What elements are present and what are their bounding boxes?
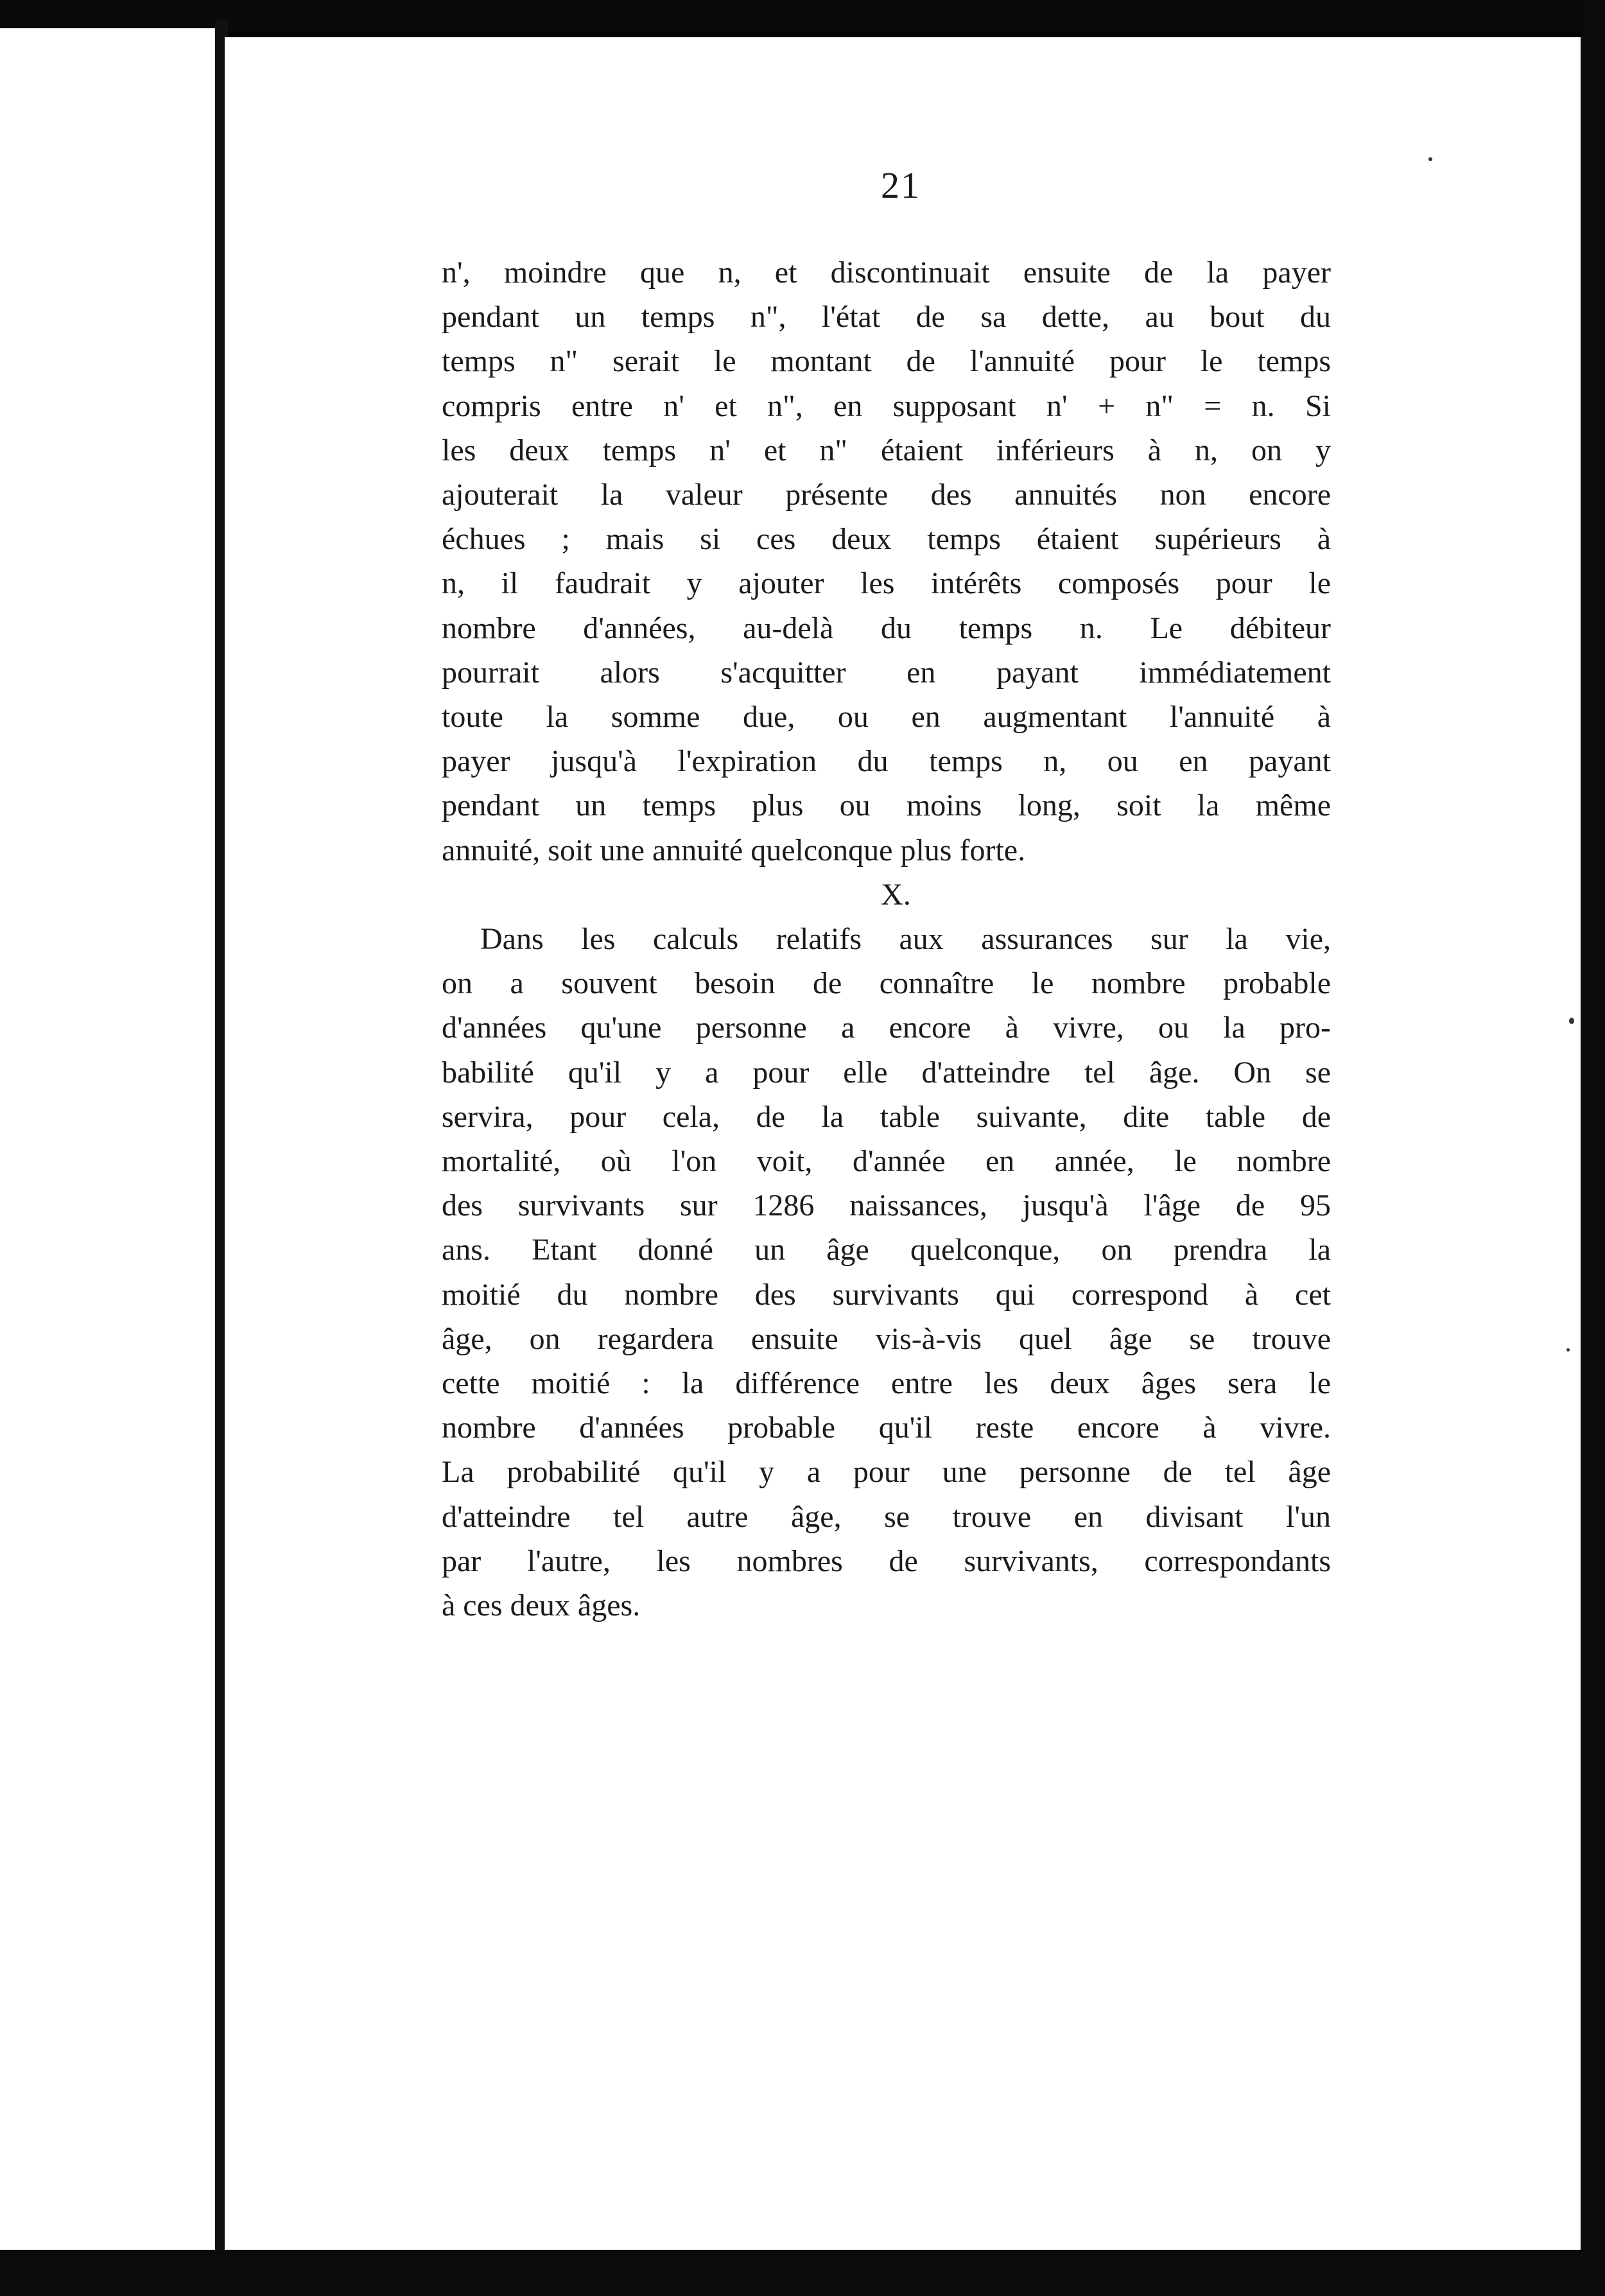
text-line: on a souvent besoin de connaître le nombre probable [442, 966, 1331, 1001]
text-line: ans. Etant donné un âge quelconque, on prendra la [442, 1233, 1331, 1267]
text-line: d'années qu'une personne a encore à vivre, ou la pro- [442, 1011, 1331, 1045]
text-line: moitié du nombre des survivants qui correspond à cet [442, 1277, 1331, 1312]
scan-speck [1566, 1348, 1570, 1352]
text-line: servira, pour cela, de la table suivante, dite table de [442, 1099, 1331, 1134]
text-line: toute la somme due, ou en augmentant l'annuité à [442, 700, 1331, 735]
text-line: babilité qu'il y a pour elle d'atteindre tel âge. On se [442, 1055, 1331, 1090]
text-line: temps n" serait le montant de l'annuité pour le temps [442, 344, 1331, 379]
text-line: n', moindre que n, et discontinuait ensuite de la payer [442, 256, 1331, 290]
scan-bottom-border [0, 2250, 1605, 2296]
text-line: annuité, soit une annuité quelconque plus forte. [442, 833, 1026, 867]
facing-page-edge [0, 28, 215, 2250]
text-line: échues ; mais si ces deux temps étaient supérieurs à [442, 522, 1331, 557]
text-line: mortalité, où l'on voit, d'année en année, le nombre [442, 1144, 1331, 1179]
text-line: pendant un temps n", l'état de sa dette, au bout du [442, 300, 1331, 335]
section-heading: X. [881, 877, 911, 912]
text-line: les deux temps n' et n" étaient inférieurs à n, on y [442, 433, 1331, 467]
text-line: n, il faudrait y ajouter les intérêts composés pour le [442, 566, 1331, 601]
paragraph-mortality [442, 917, 1331, 1628]
scan-speck [1569, 1018, 1574, 1024]
text-line: par l'autre, les nombres de survivants, correspondants [442, 1544, 1331, 1578]
text-line: nombre d'années, au-delà du temps n. Le débiteur [442, 611, 1331, 645]
text-line: ajouterait la valeur présente des annuités non encore [442, 478, 1331, 512]
text-line: cette moitié : la différence entre les deux âges sera le [442, 1366, 1331, 1401]
text-line: pourrait alors s'acquitter en payant immédiatement [442, 655, 1331, 690]
text-line: compris entre n' et n", en supposant n' + n" = n. Si [442, 388, 1331, 423]
text-line: pendant un temps plus ou moins long, soit la même [442, 788, 1331, 823]
text-line: La probabilité qu'il y a pour une personne de tel âge [442, 1455, 1331, 1490]
text-line: à ces deux âges. [442, 1588, 641, 1623]
text-line: nombre d'années probable qu'il reste encore à vivre. [442, 1411, 1331, 1445]
text-line: d'atteindre tel autre âge, se trouve en divisant l'un [442, 1499, 1331, 1534]
paragraph-annuity [442, 250, 1331, 873]
scan-right-border [1581, 0, 1605, 2296]
text-line: des survivants sur 1286 naissances, jusqu'à l'âge de 95 [442, 1188, 1331, 1223]
page-body [442, 250, 1331, 1628]
page-number: 21 [881, 164, 921, 206]
text-line: âge, on regardera ensuite vis-à-vis quel âge se trouve [442, 1321, 1331, 1356]
scan-speck [1428, 157, 1432, 161]
text-line: Dans les calculs relatifs aux assurances sur la vie, [480, 922, 1331, 957]
scan-top-border [0, 0, 1605, 31]
text-line: payer jusqu'à l'expiration du temps n, ou en payant [442, 744, 1331, 779]
